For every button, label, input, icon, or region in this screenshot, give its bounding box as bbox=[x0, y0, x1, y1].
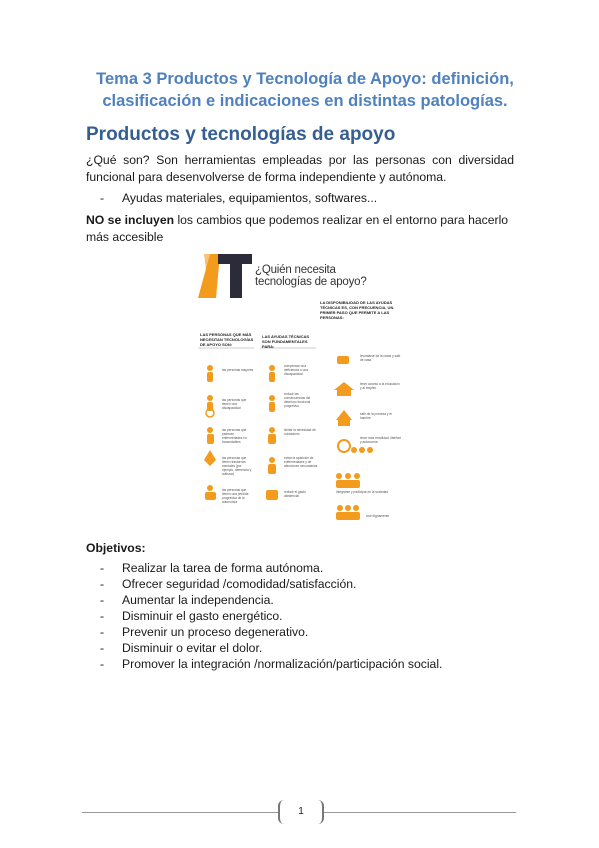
objective-item bbox=[100, 656, 442, 673]
col1-heading: LAS PERSONAS QUE MÁS NECESITAN TECNOLOGÍAS DE APOYO SON: bbox=[200, 332, 254, 347]
intro-line-1: ¿Qué son? Son herramientas empleadas por las personas con diversidad bbox=[86, 153, 514, 167]
note-paragraph bbox=[86, 212, 514, 246]
col1-item: las personas que tienen trastornos mentales (por ejemplo, demencia y autismo) bbox=[222, 456, 252, 476]
title-line-1: Tema 3 Productos y Tecnología de Apoyo: definición, bbox=[96, 70, 514, 88]
infographic-title-line-1: ¿Quién necesita bbox=[255, 264, 336, 276]
objective-item bbox=[100, 640, 262, 657]
col3-item: vivir dignamente bbox=[366, 514, 390, 518]
col2-heading: LAS AYUDAS TÉCNICAS SON FUNDAMENTALES PARA: bbox=[262, 334, 310, 349]
page-number: 1 bbox=[278, 800, 324, 824]
infographic-title-line-2: tecnologías de apoyo? bbox=[255, 276, 367, 288]
bullet-dash: - bbox=[100, 625, 105, 639]
bullet-dash: - bbox=[100, 657, 105, 671]
col3-item: integrarse y participar en la sociedad bbox=[336, 490, 389, 494]
objective-item bbox=[100, 560, 323, 577]
col1-item: las personas que tienen una pérdida progresiva de la autonomía bbox=[222, 488, 249, 504]
objective-text: Prevenir un proceso degenerativo. bbox=[122, 625, 309, 639]
intro-line-2: funcional para desenvolverse de forma independiente y autónoma. bbox=[86, 170, 447, 184]
infographic-image bbox=[196, 250, 406, 530]
infographic-title bbox=[255, 264, 367, 288]
col2-item: reducir el gasto asistencial bbox=[284, 490, 306, 498]
intro-bullet-text: Ayudas materiales, equipamientos, softwares... bbox=[122, 191, 378, 205]
bullet-dash: - bbox=[100, 593, 105, 607]
objective-item bbox=[100, 592, 274, 609]
col2-item: reducir las consecuencias del deterioro funcional progresivo bbox=[284, 392, 311, 408]
objectives-heading: Objetivos: bbox=[86, 541, 146, 555]
objective-text: Disminuir o evitar el dolor. bbox=[122, 641, 263, 655]
col3-item: salir de la pobreza y el hambre bbox=[360, 412, 392, 420]
page-title bbox=[60, 68, 550, 112]
objective-item bbox=[100, 576, 356, 593]
objective-text: Promover la integración /normalización/participación social. bbox=[122, 657, 443, 671]
objective-text: Aumentar la independencia. bbox=[122, 593, 274, 607]
bullet-dash: - bbox=[100, 191, 105, 205]
col3-item: tener más movilidad, libertad y autonomía bbox=[360, 436, 401, 444]
col3-heading: LA DISPONIBILIDAD DE LAS AYUDAS TÉCNICAS ES, CON FRECUENCIA, UN PRIMER PASO QUE PERMITE A LAS PERSONAS: bbox=[320, 300, 394, 320]
col2-item: limitar la necesidad de cuidadores bbox=[284, 428, 316, 436]
objective-text: Realizar la tarea de forma autónoma. bbox=[122, 561, 324, 575]
objective-item bbox=[100, 624, 308, 641]
note-rest: los cambios que podemos realizar en el entorno para hacerlo bbox=[174, 213, 509, 227]
note-bold: NO se incluyen bbox=[86, 213, 175, 227]
intro-bullet bbox=[100, 190, 377, 207]
objective-item bbox=[100, 608, 283, 625]
objective-text: Ofrecer seguridad /comodidad/satisfacción. bbox=[122, 577, 357, 591]
col1-item: las personas mayores bbox=[222, 368, 254, 372]
col3-item: tener acceso a la educación y al empleo bbox=[360, 382, 400, 390]
col1-item: las personas que padecen enfermedades no transmisibles bbox=[222, 428, 247, 444]
objective-text: Disminuir el gasto energético. bbox=[122, 609, 283, 623]
footer-rule-right bbox=[320, 812, 516, 813]
note-line-2: más accesible bbox=[86, 230, 164, 244]
section-heading: Productos y tecnologías de apoyo bbox=[86, 124, 396, 145]
bullet-dash: - bbox=[100, 641, 105, 655]
letter-a-shape bbox=[198, 254, 220, 298]
note-line-1 bbox=[86, 212, 514, 229]
footer-rule-left bbox=[82, 812, 278, 813]
col1-item: las personas que tienen una discapacidad bbox=[222, 398, 247, 410]
bullet-dash: - bbox=[100, 609, 105, 623]
intro-paragraph bbox=[86, 152, 514, 186]
title-line-2: clasificación e indicaciones en distintas patologías. bbox=[102, 92, 508, 110]
bullet-dash: - bbox=[100, 577, 105, 591]
col3-item: levantarse de la cama y salir de casa bbox=[360, 354, 401, 362]
letter-t-stem bbox=[230, 254, 242, 298]
col2-item: evitar la aparición de enfermedades y de afecciones secundarias bbox=[284, 456, 318, 468]
bullet-dash: - bbox=[100, 561, 105, 575]
col2-item: compensar una deficiencia o una discapacidad bbox=[284, 364, 308, 376]
